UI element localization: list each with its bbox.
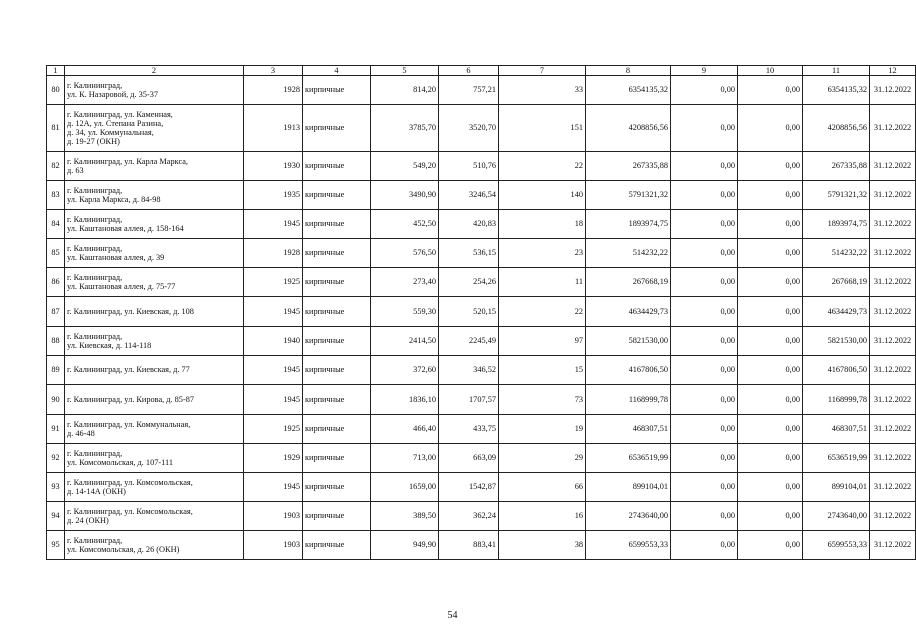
table-row <box>47 152 916 181</box>
row-number: 84 <box>47 210 65 239</box>
year-built: 1925 <box>244 415 303 444</box>
value-col-9: 0,00 <box>671 385 738 415</box>
year-built: 1945 <box>244 297 303 327</box>
deadline-date: 31.12.2022 <box>870 239 916 268</box>
residents-count: 66 <box>499 473 586 502</box>
row-number: 80 <box>47 76 65 105</box>
residents-count: 19 <box>499 415 586 444</box>
address-line: д. 19-27 (ОКН) <box>67 137 120 147</box>
deadline-date: 31.12.2022 <box>870 415 916 444</box>
residents-count: 151 <box>499 105 586 152</box>
deadline-date: 31.12.2022 <box>870 210 916 239</box>
wall-material: кирпичные <box>303 502 371 531</box>
fund-amount: 514232,22 <box>803 239 870 268</box>
row-number: 91 <box>47 415 65 444</box>
fund-amount: 5791321,32 <box>803 181 870 210</box>
deadline-date: 31.12.2022 <box>870 356 916 385</box>
total-area: 389,50 <box>371 502 439 531</box>
header-cell: 11 <box>803 66 870 76</box>
value-col-10: 0,00 <box>738 415 803 444</box>
repair-cost: 5821530,00 <box>586 327 671 356</box>
address-line: г. Калининград, ул. Киевская, д. 108 <box>67 306 194 316</box>
residents-count: 33 <box>499 76 586 105</box>
row-number: 89 <box>47 356 65 385</box>
residents-count: 16 <box>499 502 586 531</box>
value-col-10: 0,00 <box>738 268 803 297</box>
address-cell <box>65 210 244 239</box>
wall-material: кирпичные <box>303 444 371 473</box>
header-cell: 1 <box>47 66 65 76</box>
header-cell: 2 <box>65 66 244 76</box>
address-line: д. 46-48 <box>67 429 95 438</box>
fund-amount: 1168999,78 <box>803 385 870 415</box>
year-built: 1925 <box>244 268 303 297</box>
repair-cost: 468307,51 <box>586 415 671 444</box>
row-number: 95 <box>47 531 65 560</box>
year-built: 1913 <box>244 105 303 152</box>
address-cell <box>65 152 244 181</box>
address-cell <box>65 268 244 297</box>
residents-count: 18 <box>499 210 586 239</box>
repair-cost: 4167806,50 <box>586 356 671 385</box>
value-col-10: 0,00 <box>738 105 803 152</box>
wall-material: кирпичные <box>303 181 371 210</box>
table-row <box>47 473 916 502</box>
repair-cost: 6354135,32 <box>586 76 671 105</box>
row-number: 85 <box>47 239 65 268</box>
residents-count: 22 <box>499 152 586 181</box>
fund-amount: 468307,51 <box>803 415 870 444</box>
header-cell: 8 <box>586 66 671 76</box>
living-area: 346,52 <box>439 356 499 385</box>
value-col-9: 0,00 <box>671 502 738 531</box>
year-built: 1903 <box>244 502 303 531</box>
fund-amount: 6599553,33 <box>803 531 870 560</box>
row-number: 94 <box>47 502 65 531</box>
header-cell: 6 <box>439 66 499 76</box>
repair-cost: 1168999,78 <box>586 385 671 415</box>
total-area: 949,90 <box>371 531 439 560</box>
value-col-10: 0,00 <box>738 473 803 502</box>
value-col-10: 0,00 <box>738 297 803 327</box>
total-area: 3785,70 <box>371 105 439 152</box>
wall-material: кирпичные <box>303 239 371 268</box>
address-line: г. Калининград, <box>67 448 123 458</box>
living-area: 420,83 <box>439 210 499 239</box>
wall-material: кирпичные <box>303 268 371 297</box>
column-number-row <box>47 66 916 76</box>
deadline-date: 31.12.2022 <box>870 181 916 210</box>
wall-material: кирпичные <box>303 76 371 105</box>
total-area: 576,50 <box>371 239 439 268</box>
table-row <box>47 415 916 444</box>
living-area: 1542,87 <box>439 473 499 502</box>
deadline-date: 31.12.2022 <box>870 502 916 531</box>
value-col-10: 0,00 <box>738 444 803 473</box>
address-cell <box>65 105 244 152</box>
fund-amount: 6354135,32 <box>803 76 870 105</box>
address-line: г. Калининград, <box>67 214 123 224</box>
row-number: 93 <box>47 473 65 502</box>
row-number: 88 <box>47 327 65 356</box>
total-area: 3490,90 <box>371 181 439 210</box>
address-line: г. Калининград, ул. Кирова, д. 85-87 <box>67 394 195 404</box>
repair-cost: 4208856,56 <box>586 105 671 152</box>
total-area: 1659,00 <box>371 473 439 502</box>
year-built: 1928 <box>244 76 303 105</box>
header-cell: 7 <box>499 66 586 76</box>
address-cell <box>65 502 244 531</box>
address-cell <box>65 385 244 415</box>
address-line: г. Калининград, ул. Карла Маркса, <box>67 156 188 166</box>
wall-material: кирпичные <box>303 105 371 152</box>
year-built: 1928 <box>244 239 303 268</box>
address-line: г. Калининград, ул. Комсомольская, <box>67 477 193 487</box>
living-area: 433,75 <box>439 415 499 444</box>
deadline-date: 31.12.2022 <box>870 268 916 297</box>
year-built: 1940 <box>244 327 303 356</box>
address-line: г. Калининград, <box>67 272 123 282</box>
year-built: 1945 <box>244 473 303 502</box>
total-area: 372,60 <box>371 356 439 385</box>
row-number: 86 <box>47 268 65 297</box>
value-col-10: 0,00 <box>738 531 803 560</box>
year-built: 1945 <box>244 356 303 385</box>
table-row <box>47 76 916 105</box>
value-col-9: 0,00 <box>671 152 738 181</box>
residents-count: 29 <box>499 444 586 473</box>
repair-cost: 2743640,00 <box>586 502 671 531</box>
address-line: д. 24 (ОКН) <box>67 516 109 525</box>
value-col-10: 0,00 <box>738 181 803 210</box>
year-built: 1930 <box>244 152 303 181</box>
address-line: ул. Комсомольская, д. 107-111 <box>67 458 173 467</box>
living-area: 1707,57 <box>439 385 499 415</box>
value-col-10: 0,00 <box>738 239 803 268</box>
value-col-10: 0,00 <box>738 356 803 385</box>
address-line: д. 63 <box>67 166 84 175</box>
living-area: 3246,54 <box>439 181 499 210</box>
repair-cost: 6599553,33 <box>586 531 671 560</box>
table-row <box>47 356 916 385</box>
address-line: ул. Каштановая аллея, д. 39 <box>67 253 165 262</box>
table-row <box>47 531 916 560</box>
total-area: 713,00 <box>371 444 439 473</box>
total-area: 2414,50 <box>371 327 439 356</box>
address-line: д. 34, ул. Коммунальная, <box>67 128 154 137</box>
table-row <box>47 210 916 239</box>
living-area: 536,15 <box>439 239 499 268</box>
residents-count: 73 <box>499 385 586 415</box>
repair-cost: 267668,19 <box>586 268 671 297</box>
total-area: 273,40 <box>371 268 439 297</box>
table-row <box>47 181 916 210</box>
total-area: 559,30 <box>371 297 439 327</box>
value-col-9: 0,00 <box>671 531 738 560</box>
header-cell: 4 <box>303 66 371 76</box>
living-area: 520,15 <box>439 297 499 327</box>
deadline-date: 31.12.2022 <box>870 473 916 502</box>
address-line: г. Калининград, ул. Комсомольская, <box>67 506 193 516</box>
fund-amount: 4634429,73 <box>803 297 870 327</box>
housing-register-table <box>46 65 916 560</box>
deadline-date: 31.12.2022 <box>870 444 916 473</box>
header-cell: 12 <box>870 66 916 76</box>
row-number: 90 <box>47 385 65 415</box>
header-cell: 3 <box>244 66 303 76</box>
value-col-9: 0,00 <box>671 356 738 385</box>
year-built: 1945 <box>244 385 303 415</box>
value-col-9: 0,00 <box>671 239 738 268</box>
value-col-9: 0,00 <box>671 210 738 239</box>
table-row <box>47 327 916 356</box>
living-area: 3520,70 <box>439 105 499 152</box>
address-line: д. 12А, ул. Степана Разина, <box>67 118 164 128</box>
table-row <box>47 297 916 327</box>
living-area: 254,26 <box>439 268 499 297</box>
living-area: 883,41 <box>439 531 499 560</box>
residents-count: 38 <box>499 531 586 560</box>
wall-material: кирпичные <box>303 297 371 327</box>
wall-material: кирпичные <box>303 356 371 385</box>
header-cell: 10 <box>738 66 803 76</box>
wall-material: кирпичные <box>303 385 371 415</box>
total-area: 452,50 <box>371 210 439 239</box>
value-col-10: 0,00 <box>738 385 803 415</box>
value-col-9: 0,00 <box>671 444 738 473</box>
residents-count: 22 <box>499 297 586 327</box>
fund-amount: 4208856,56 <box>803 105 870 152</box>
address-line: г. Калининград, ул. Каменная, <box>67 109 173 119</box>
residents-count: 97 <box>499 327 586 356</box>
year-built: 1945 <box>244 210 303 239</box>
value-col-9: 0,00 <box>671 105 738 152</box>
table-row <box>47 105 916 152</box>
total-area: 1836,10 <box>371 385 439 415</box>
table-body <box>47 76 916 560</box>
wall-material: кирпичные <box>303 415 371 444</box>
address-line: г. Калининград, <box>67 331 123 341</box>
repair-cost: 514232,22 <box>586 239 671 268</box>
fund-amount: 4167806,50 <box>803 356 870 385</box>
row-number: 83 <box>47 181 65 210</box>
table-row <box>47 385 916 415</box>
row-number: 92 <box>47 444 65 473</box>
address-cell <box>65 297 244 327</box>
residents-count: 140 <box>499 181 586 210</box>
repair-cost: 6536519,99 <box>586 444 671 473</box>
address-line: г. Калининград, <box>67 185 123 195</box>
fund-amount: 899104,01 <box>803 473 870 502</box>
address-line: г. Калининград, ул. Киевская, д. 77 <box>67 365 190 375</box>
address-line: г. Калининград, ул. Коммунальная, <box>67 419 191 429</box>
residents-count: 23 <box>499 239 586 268</box>
repair-cost: 1893974,75 <box>586 210 671 239</box>
repair-cost: 899104,01 <box>586 473 671 502</box>
wall-material: кирпичные <box>303 152 371 181</box>
living-area: 757,21 <box>439 76 499 105</box>
living-area: 362,24 <box>439 502 499 531</box>
year-built: 1935 <box>244 181 303 210</box>
address-cell <box>65 181 244 210</box>
table-row <box>47 268 916 297</box>
wall-material: кирпичные <box>303 210 371 239</box>
living-area: 510,76 <box>439 152 499 181</box>
value-col-9: 0,00 <box>671 76 738 105</box>
value-col-9: 0,00 <box>671 268 738 297</box>
table-row <box>47 502 916 531</box>
value-col-10: 0,00 <box>738 210 803 239</box>
year-built: 1929 <box>244 444 303 473</box>
row-number: 82 <box>47 152 65 181</box>
repair-cost: 267335,88 <box>586 152 671 181</box>
value-col-10: 0,00 <box>738 152 803 181</box>
value-col-9: 0,00 <box>671 473 738 502</box>
deadline-date: 31.12.2022 <box>870 385 916 415</box>
table-row <box>47 444 916 473</box>
address-line: ул. К. Назаровой, д. 35-37 <box>67 90 159 99</box>
deadline-date: 31.12.2022 <box>870 297 916 327</box>
wall-material: кирпичные <box>303 531 371 560</box>
wall-material: кирпичные <box>303 327 371 356</box>
address-cell <box>65 444 244 473</box>
living-area: 663,09 <box>439 444 499 473</box>
row-number: 87 <box>47 297 65 327</box>
page-number: 54 <box>447 610 458 621</box>
address-line: г. Калининград, <box>67 535 123 545</box>
address-cell <box>65 239 244 268</box>
address-cell <box>65 415 244 444</box>
address-cell <box>65 327 244 356</box>
value-col-9: 0,00 <box>671 327 738 356</box>
address-line: ул. Каштановая аллея, д. 75-77 <box>67 282 176 291</box>
residents-count: 15 <box>499 356 586 385</box>
total-area: 814,20 <box>371 76 439 105</box>
header-cell: 5 <box>371 66 439 76</box>
residents-count: 11 <box>499 268 586 297</box>
address-line: ул. Комсомольская, д. 26 (ОКН) <box>67 545 180 554</box>
fund-amount: 267668,19 <box>803 268 870 297</box>
address-line: г. Калининград, <box>67 243 123 253</box>
value-col-10: 0,00 <box>738 76 803 105</box>
deadline-date: 31.12.2022 <box>870 105 916 152</box>
value-col-9: 0,00 <box>671 297 738 327</box>
year-built: 1903 <box>244 531 303 560</box>
address-line: ул. Карла Маркса, д. 84-98 <box>67 195 161 204</box>
value-col-9: 0,00 <box>671 181 738 210</box>
address-cell <box>65 356 244 385</box>
total-area: 466,40 <box>371 415 439 444</box>
fund-amount: 5821530,00 <box>803 327 870 356</box>
address-line: ул. Каштановая аллея, д. 158-164 <box>67 224 184 233</box>
address-cell <box>65 531 244 560</box>
header-cell: 9 <box>671 66 738 76</box>
table-row <box>47 239 916 268</box>
repair-cost: 5791321,32 <box>586 181 671 210</box>
deadline-date: 31.12.2022 <box>870 327 916 356</box>
deadline-date: 31.12.2022 <box>870 76 916 105</box>
fund-amount: 267335,88 <box>803 152 870 181</box>
fund-amount: 6536519,99 <box>803 444 870 473</box>
deadline-date: 31.12.2022 <box>870 531 916 560</box>
value-col-9: 0,00 <box>671 415 738 444</box>
address-line: д. 14-14А (ОКН) <box>67 487 126 496</box>
address-line: ул. Киевская, д. 114-118 <box>67 341 152 350</box>
fund-amount: 1893974,75 <box>803 210 870 239</box>
address-cell <box>65 76 244 105</box>
row-number: 81 <box>47 105 65 152</box>
value-col-10: 0,00 <box>738 327 803 356</box>
value-col-10: 0,00 <box>738 502 803 531</box>
address-cell <box>65 473 244 502</box>
deadline-date: 31.12.2022 <box>870 152 916 181</box>
fund-amount: 2743640,00 <box>803 502 870 531</box>
address-line: г. Калининград, <box>67 80 123 90</box>
living-area: 2245,49 <box>439 327 499 356</box>
total-area: 549,20 <box>371 152 439 181</box>
wall-material: кирпичные <box>303 473 371 502</box>
repair-cost: 4634429,73 <box>586 297 671 327</box>
